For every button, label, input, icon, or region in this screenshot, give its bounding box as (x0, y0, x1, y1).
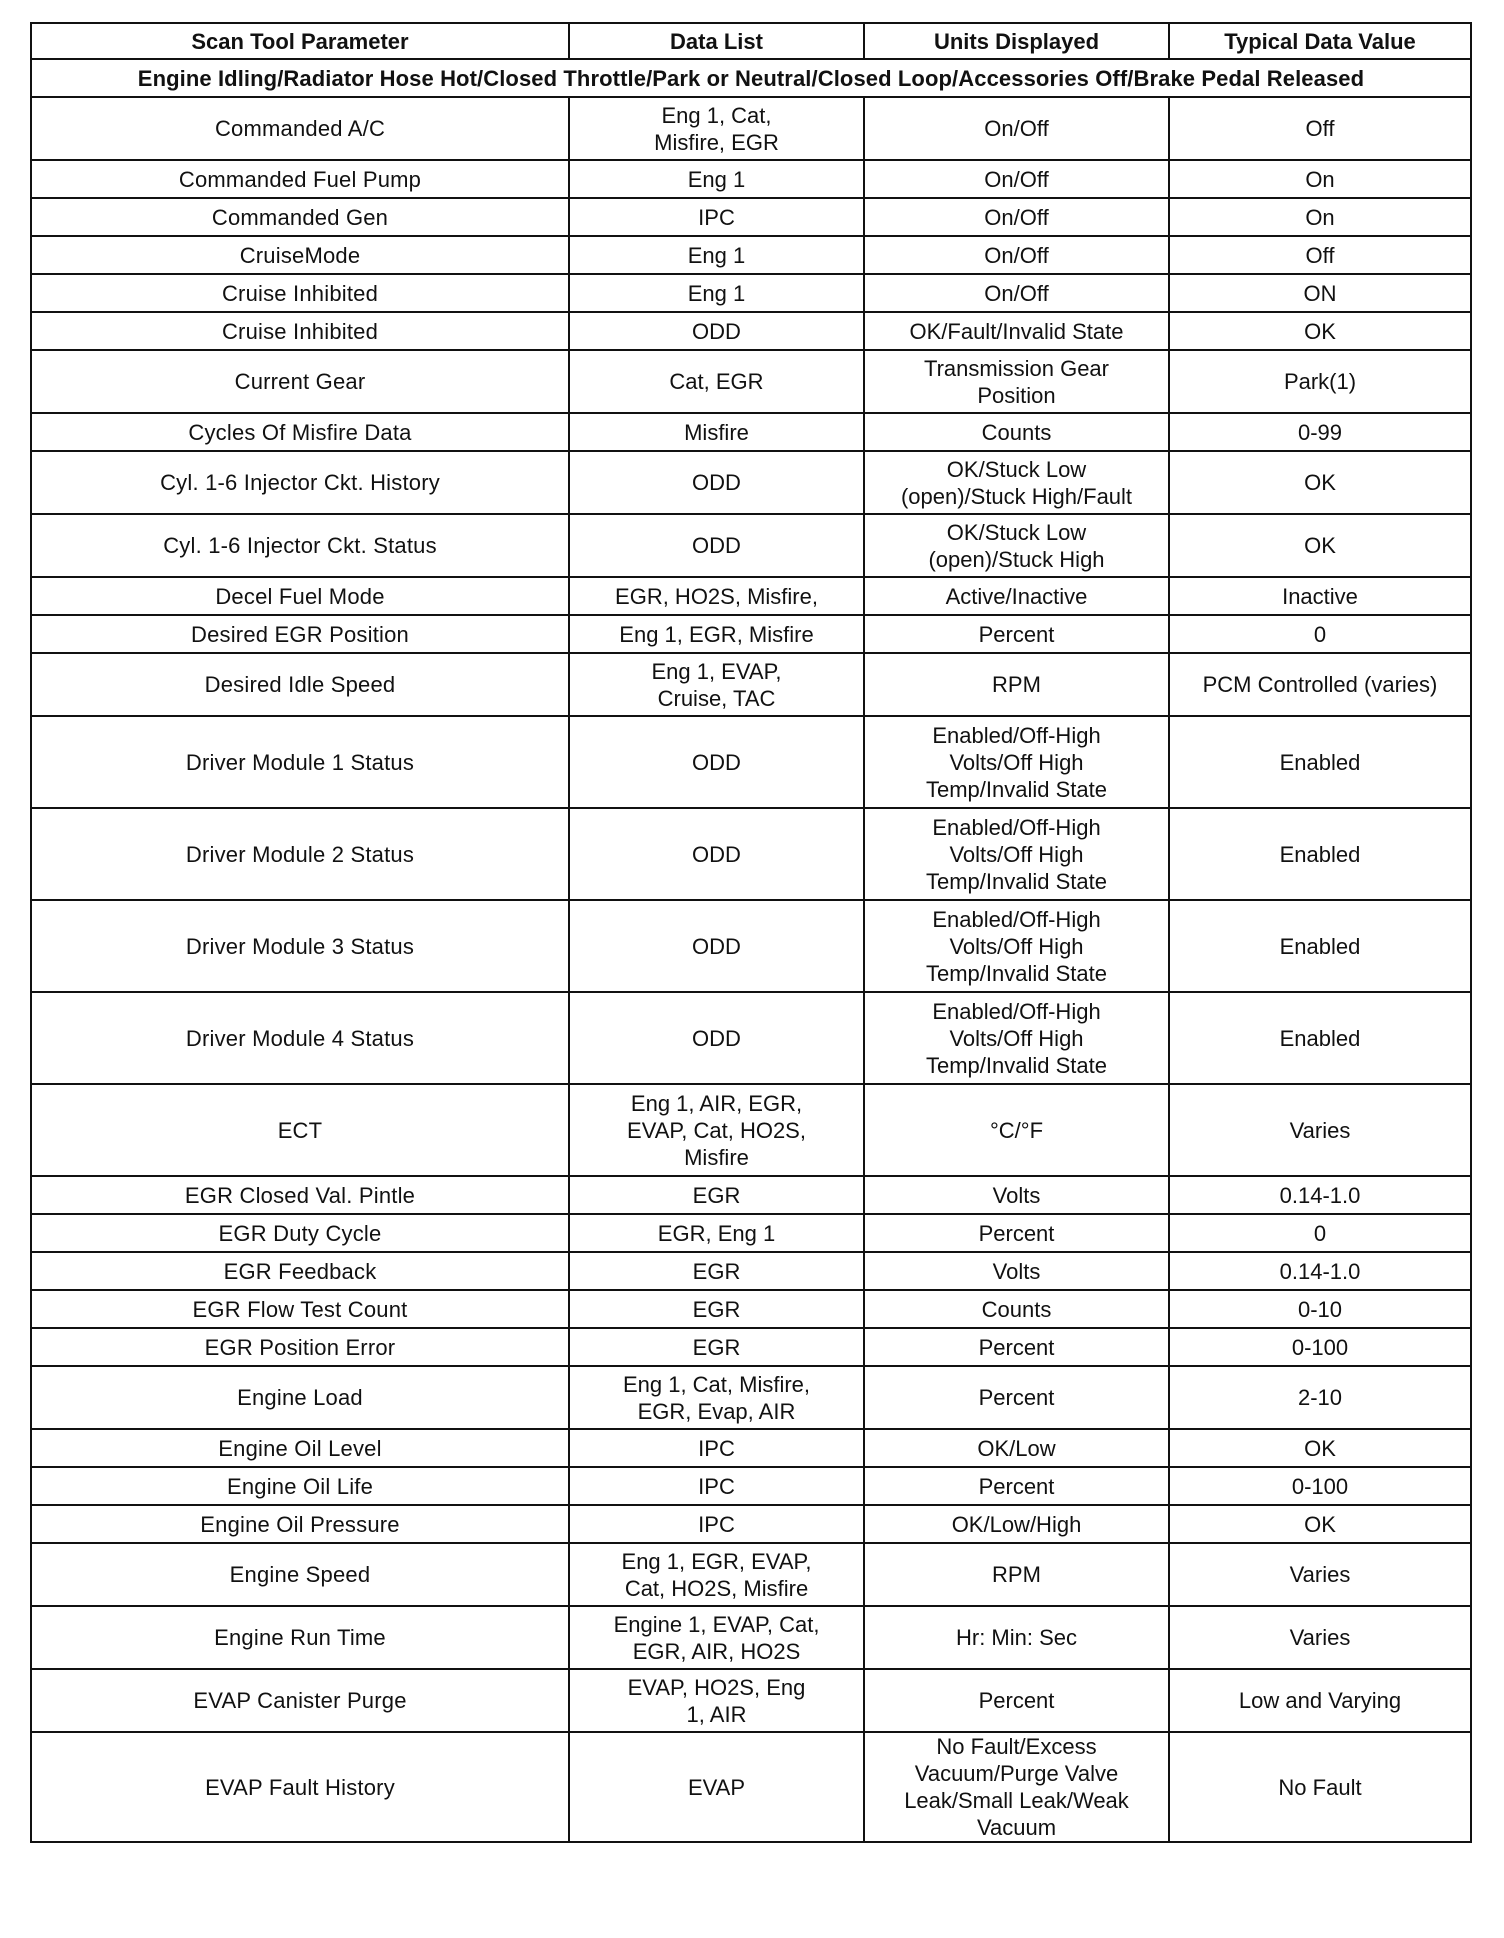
cell-parameter: Desired Idle Speed (31, 653, 569, 716)
cell-typical-value: PCM Controlled (varies) (1169, 653, 1471, 716)
cell-data-list: Eng 1 (569, 274, 864, 312)
table-row (31, 514, 1471, 577)
table-row (31, 1543, 1471, 1606)
scan-tool-data-sheet (30, 22, 1470, 1843)
cell-units-displayed: On/Off (864, 274, 1169, 312)
cell-data-list: EGR (569, 1252, 864, 1290)
cell-data-list: IPC (569, 1467, 864, 1505)
cell-typical-value: 0 (1169, 1214, 1471, 1252)
table-row (31, 1669, 1471, 1732)
cell-typical-value: On (1169, 160, 1471, 198)
cell-parameter: EGR Feedback (31, 1252, 569, 1290)
cell-data-list: EVAP (569, 1732, 864, 1842)
cell-parameter: Desired EGR Position (31, 615, 569, 653)
cell-data-list: EGR, Eng 1 (569, 1214, 864, 1252)
cell-parameter: Engine Run Time (31, 1606, 569, 1669)
table-row (31, 1366, 1471, 1429)
cell-typical-value: Enabled (1169, 992, 1471, 1084)
cell-data-list: EGR (569, 1290, 864, 1328)
table-row (31, 716, 1471, 808)
cell-data-list: IPC (569, 198, 864, 236)
cell-data-list: ODD (569, 900, 864, 992)
cell-data-list: Eng 1, Cat, Misfire, EGR, Evap, AIR (569, 1366, 864, 1429)
cell-typical-value: Enabled (1169, 900, 1471, 992)
table-row (31, 236, 1471, 274)
cell-units-displayed: OK/Stuck Low (open)/Stuck High/Fault (864, 451, 1169, 514)
cell-parameter: EGR Position Error (31, 1328, 569, 1366)
cell-units-displayed: No Fault/Excess Vacuum/Purge Valve Leak/Small Leak/Weak Vacuum (864, 1732, 1169, 1842)
cell-units-displayed: OK/Fault/Invalid State (864, 312, 1169, 350)
cell-typical-value: OK (1169, 312, 1471, 350)
cell-data-list: ODD (569, 992, 864, 1084)
table-row (31, 350, 1471, 413)
cell-units-displayed: Hr: Min: Sec (864, 1606, 1169, 1669)
cell-typical-value: No Fault (1169, 1732, 1471, 1842)
cell-data-list: ODD (569, 451, 864, 514)
test-condition-text: Engine Idling/Radiator Hose Hot/Closed Throttle/Park or Neutral/Closed Loop/Accessories Off/Brake Pedal Released (31, 59, 1471, 97)
cell-parameter: Engine Speed (31, 1543, 569, 1606)
cell-typical-value: Varies (1169, 1084, 1471, 1176)
cell-typical-value: Park(1) (1169, 350, 1471, 413)
cell-data-list: IPC (569, 1505, 864, 1543)
cell-parameter: ECT (31, 1084, 569, 1176)
cell-data-list: Eng 1, EVAP, Cruise, TAC (569, 653, 864, 716)
table-row (31, 312, 1471, 350)
cell-units-displayed: OK/Low (864, 1429, 1169, 1467)
cell-typical-value: On (1169, 198, 1471, 236)
cell-typical-value: 0-100 (1169, 1328, 1471, 1366)
table-row (31, 577, 1471, 615)
cell-data-list: Eng 1 (569, 160, 864, 198)
cell-units-displayed: Percent (864, 1467, 1169, 1505)
cell-units-displayed: On/Off (864, 160, 1169, 198)
cell-data-list: Eng 1, Cat, Misfire, EGR (569, 97, 864, 160)
cell-typical-value: 2-10 (1169, 1366, 1471, 1429)
cell-typical-value: Varies (1169, 1543, 1471, 1606)
header-data-list: Data List (569, 23, 864, 59)
cell-parameter: Driver Module 3 Status (31, 900, 569, 992)
cell-typical-value: 0-99 (1169, 413, 1471, 451)
cell-data-list: Cat, EGR (569, 350, 864, 413)
cell-units-displayed: °C/°F (864, 1084, 1169, 1176)
cell-parameter: EVAP Canister Purge (31, 1669, 569, 1732)
header-row (31, 23, 1471, 59)
table-row (31, 1429, 1471, 1467)
cell-typical-value: Enabled (1169, 716, 1471, 808)
table-row (31, 198, 1471, 236)
cell-data-list: Engine 1, EVAP, Cat, EGR, AIR, HO2S (569, 1606, 864, 1669)
cell-data-list: Misfire (569, 413, 864, 451)
cell-units-displayed: OK/Stuck Low (open)/Stuck High (864, 514, 1169, 577)
cell-data-list: Eng 1, EGR, EVAP, Cat, HO2S, Misfire (569, 1543, 864, 1606)
cell-units-displayed: Volts (864, 1176, 1169, 1214)
cell-typical-value: Inactive (1169, 577, 1471, 615)
table-row (31, 1467, 1471, 1505)
cell-data-list: ODD (569, 514, 864, 577)
table-row (31, 992, 1471, 1084)
table-body (31, 59, 1471, 1842)
table-row (31, 97, 1471, 160)
header-typical-data-value: Typical Data Value (1169, 23, 1471, 59)
cell-parameter: Engine Oil Pressure (31, 1505, 569, 1543)
header-units-displayed: Units Displayed (864, 23, 1169, 59)
cell-parameter: Commanded A/C (31, 97, 569, 160)
cell-typical-value: OK (1169, 1505, 1471, 1543)
table-row (31, 1732, 1471, 1842)
cell-data-list: ODD (569, 312, 864, 350)
cell-parameter: Driver Module 1 Status (31, 716, 569, 808)
table-row (31, 1252, 1471, 1290)
table-row (31, 1328, 1471, 1366)
table-row (31, 1214, 1471, 1252)
cell-parameter: Engine Oil Level (31, 1429, 569, 1467)
cell-units-displayed: Percent (864, 1669, 1169, 1732)
cell-parameter: Commanded Gen (31, 198, 569, 236)
cell-units-displayed: Transmission Gear Position (864, 350, 1169, 413)
cell-parameter: Driver Module 2 Status (31, 808, 569, 900)
cell-parameter: Current Gear (31, 350, 569, 413)
cell-typical-value: ON (1169, 274, 1471, 312)
cell-parameter: Engine Load (31, 1366, 569, 1429)
cell-parameter: Cycles Of Misfire Data (31, 413, 569, 451)
cell-units-displayed: RPM (864, 1543, 1169, 1606)
cell-typical-value: OK (1169, 1429, 1471, 1467)
cell-typical-value: OK (1169, 451, 1471, 514)
cell-units-displayed: Percent (864, 1328, 1169, 1366)
cell-units-displayed: Percent (864, 615, 1169, 653)
cell-parameter: Commanded Fuel Pump (31, 160, 569, 198)
cell-units-displayed: Percent (864, 1366, 1169, 1429)
cell-typical-value: OK (1169, 514, 1471, 577)
cell-parameter: Cruise Inhibited (31, 312, 569, 350)
cell-data-list: ODD (569, 808, 864, 900)
table-row (31, 160, 1471, 198)
cell-parameter: Engine Oil Life (31, 1467, 569, 1505)
cell-parameter: EGR Flow Test Count (31, 1290, 569, 1328)
header-scan-tool-parameter: Scan Tool Parameter (31, 23, 569, 59)
table-row (31, 1606, 1471, 1669)
cell-parameter: Cruise Inhibited (31, 274, 569, 312)
cell-units-displayed: Active/Inactive (864, 577, 1169, 615)
cell-units-displayed: Percent (864, 1214, 1169, 1252)
cell-data-list: EVAP, HO2S, Eng 1, AIR (569, 1669, 864, 1732)
cell-data-list: IPC (569, 1429, 864, 1467)
cell-units-displayed: On/Off (864, 97, 1169, 160)
scan-tool-data-table (30, 22, 1472, 1843)
cell-data-list: ODD (569, 716, 864, 808)
cell-units-displayed: Enabled/Off-High Volts/Off High Temp/Invalid State (864, 808, 1169, 900)
cell-data-list: Eng 1 (569, 236, 864, 274)
cell-units-displayed: Enabled/Off-High Volts/Off High Temp/Invalid State (864, 900, 1169, 992)
cell-typical-value: 0.14-1.0 (1169, 1252, 1471, 1290)
cell-units-displayed: Volts (864, 1252, 1169, 1290)
cell-parameter: Driver Module 4 Status (31, 992, 569, 1084)
cell-typical-value: 0.14-1.0 (1169, 1176, 1471, 1214)
cell-typical-value: 0-100 (1169, 1467, 1471, 1505)
table-row (31, 900, 1471, 992)
cell-parameter: Decel Fuel Mode (31, 577, 569, 615)
cell-typical-value: Off (1169, 97, 1471, 160)
cell-units-displayed: Enabled/Off-High Volts/Off High Temp/Invalid State (864, 992, 1169, 1084)
cell-units-displayed: OK/Low/High (864, 1505, 1169, 1543)
table-row (31, 1084, 1471, 1176)
cell-typical-value: Low and Varying (1169, 1669, 1471, 1732)
table-row (31, 1505, 1471, 1543)
cell-parameter: Cyl. 1-6 Injector Ckt. History (31, 451, 569, 514)
cell-units-displayed: RPM (864, 653, 1169, 716)
cell-typical-value: Off (1169, 236, 1471, 274)
cell-data-list: EGR (569, 1176, 864, 1214)
cell-data-list: Eng 1, EGR, Misfire (569, 615, 864, 653)
cell-data-list: EGR, HO2S, Misfire, (569, 577, 864, 615)
cell-parameter: CruiseMode (31, 236, 569, 274)
table-row (31, 653, 1471, 716)
cell-units-displayed: Enabled/Off-High Volts/Off High Temp/Invalid State (864, 716, 1169, 808)
table-row (31, 808, 1471, 900)
table-row (31, 1290, 1471, 1328)
table-row (31, 274, 1471, 312)
table-row (31, 451, 1471, 514)
cell-data-list: EGR (569, 1328, 864, 1366)
cell-parameter: EVAP Fault History (31, 1732, 569, 1842)
cell-typical-value: Enabled (1169, 808, 1471, 900)
cell-units-displayed: Counts (864, 413, 1169, 451)
cell-units-displayed: Counts (864, 1290, 1169, 1328)
table-row (31, 413, 1471, 451)
cell-typical-value: 0-10 (1169, 1290, 1471, 1328)
table-row (31, 1176, 1471, 1214)
cell-parameter: EGR Duty Cycle (31, 1214, 569, 1252)
cell-units-displayed: On/Off (864, 236, 1169, 274)
test-condition-row (31, 59, 1471, 97)
cell-parameter: EGR Closed Val. Pintle (31, 1176, 569, 1214)
cell-typical-value: 0 (1169, 615, 1471, 653)
cell-parameter: Cyl. 1-6 Injector Ckt. Status (31, 514, 569, 577)
cell-data-list: Eng 1, AIR, EGR, EVAP, Cat, HO2S, Misfire (569, 1084, 864, 1176)
table-row (31, 615, 1471, 653)
cell-typical-value: Varies (1169, 1606, 1471, 1669)
cell-units-displayed: On/Off (864, 198, 1169, 236)
